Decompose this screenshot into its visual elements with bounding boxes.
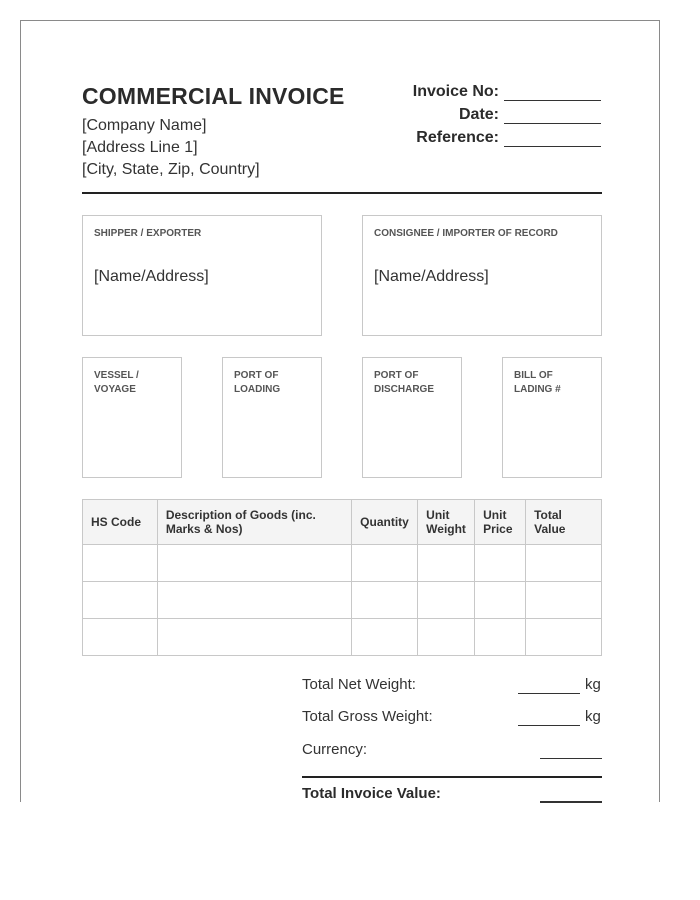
gross-weight-field[interactable] <box>518 725 580 726</box>
net-weight-label: Total Net Weight: <box>302 676 416 693</box>
totals-divider <box>302 776 602 778</box>
table-cell[interactable] <box>475 545 526 582</box>
city-line: [City, State, Zip, Country] <box>82 161 260 178</box>
reference-label: Reference: <box>416 129 499 146</box>
invoice-sheet <box>20 20 660 802</box>
gross-weight-unit: kg <box>585 708 601 725</box>
currency-label: Currency: <box>302 741 368 758</box>
port-of-loading-label: PORT OF LOADING <box>234 370 281 395</box>
port-of-discharge-box[interactable] <box>362 357 462 478</box>
col-hs-code: HS Code <box>83 500 158 545</box>
col-total-value: Total Value <box>526 500 602 545</box>
vessel-voyage-box[interactable] <box>82 357 182 478</box>
address-line-1: [Address Line 1] <box>82 139 198 156</box>
table-row <box>83 619 602 656</box>
table-cell[interactable] <box>83 582 158 619</box>
shipper-value: [Name/Address] <box>94 268 209 285</box>
bill-of-lading-label: BILL OF LADING # <box>514 370 561 395</box>
invoice-no-field[interactable] <box>504 86 601 101</box>
port-of-discharge-label: PORT OF DISCHARGE <box>374 370 435 395</box>
company-name: [Company Name] <box>82 117 207 134</box>
shipper-box[interactable] <box>82 215 322 336</box>
table-cell[interactable] <box>352 582 418 619</box>
table-cell[interactable] <box>157 582 351 619</box>
table-cell[interactable] <box>418 582 475 619</box>
table-cell[interactable] <box>418 545 475 582</box>
table-cell[interactable] <box>83 619 158 656</box>
date-field[interactable] <box>504 109 601 124</box>
gross-weight-label: Total Gross Weight: <box>302 708 433 725</box>
table-cell[interactable] <box>83 545 158 582</box>
table-cell[interactable] <box>475 619 526 656</box>
date-row <box>459 102 601 124</box>
date-label: Date: <box>458 106 499 123</box>
net-weight-field[interactable] <box>518 693 580 694</box>
table-cell[interactable] <box>352 545 418 582</box>
col-description: Description of Goods (inc. Marks & Nos) <box>157 500 351 545</box>
table-cell[interactable] <box>526 619 602 656</box>
shipper-label: SHIPPER / EXPORTER <box>94 228 202 239</box>
goods-table <box>82 499 602 656</box>
consignee-label: CONSIGNEE / IMPORTER OF RECORD <box>374 228 558 239</box>
reference-row <box>416 125 601 147</box>
table-cell[interactable] <box>418 619 475 656</box>
table-header-row <box>83 500 602 545</box>
col-unit-price: Unit Price <box>475 500 526 545</box>
table-cell[interactable] <box>157 619 351 656</box>
table-cell[interactable] <box>526 545 602 582</box>
col-unit-weight: Unit Weight <box>418 500 475 545</box>
vessel-voyage-label: VESSEL / VOYAGE <box>94 370 139 395</box>
total-invoice-value-field[interactable] <box>540 801 602 803</box>
table-cell[interactable] <box>352 619 418 656</box>
consignee-box[interactable] <box>362 215 602 336</box>
consignee-value: [Name/Address] <box>374 268 489 285</box>
reference-field[interactable] <box>504 132 601 147</box>
header-divider <box>82 192 602 194</box>
net-weight-unit: kg <box>585 676 601 693</box>
table-cell[interactable] <box>526 582 602 619</box>
table-cell[interactable] <box>157 545 351 582</box>
invoice-no-label: Invoice No: <box>412 83 499 100</box>
col-quantity: Quantity <box>352 500 418 545</box>
invoice-no-row <box>413 79 601 101</box>
document-title: COMMERCIAL INVOICE <box>82 83 345 109</box>
bill-of-lading-box[interactable] <box>502 357 602 478</box>
table-row <box>83 545 602 582</box>
currency-field[interactable] <box>540 758 602 759</box>
total-invoice-value-label: Total Invoice Value: <box>302 785 441 802</box>
table-cell[interactable] <box>475 582 526 619</box>
table-row <box>83 582 602 619</box>
port-of-loading-box[interactable] <box>222 357 322 478</box>
